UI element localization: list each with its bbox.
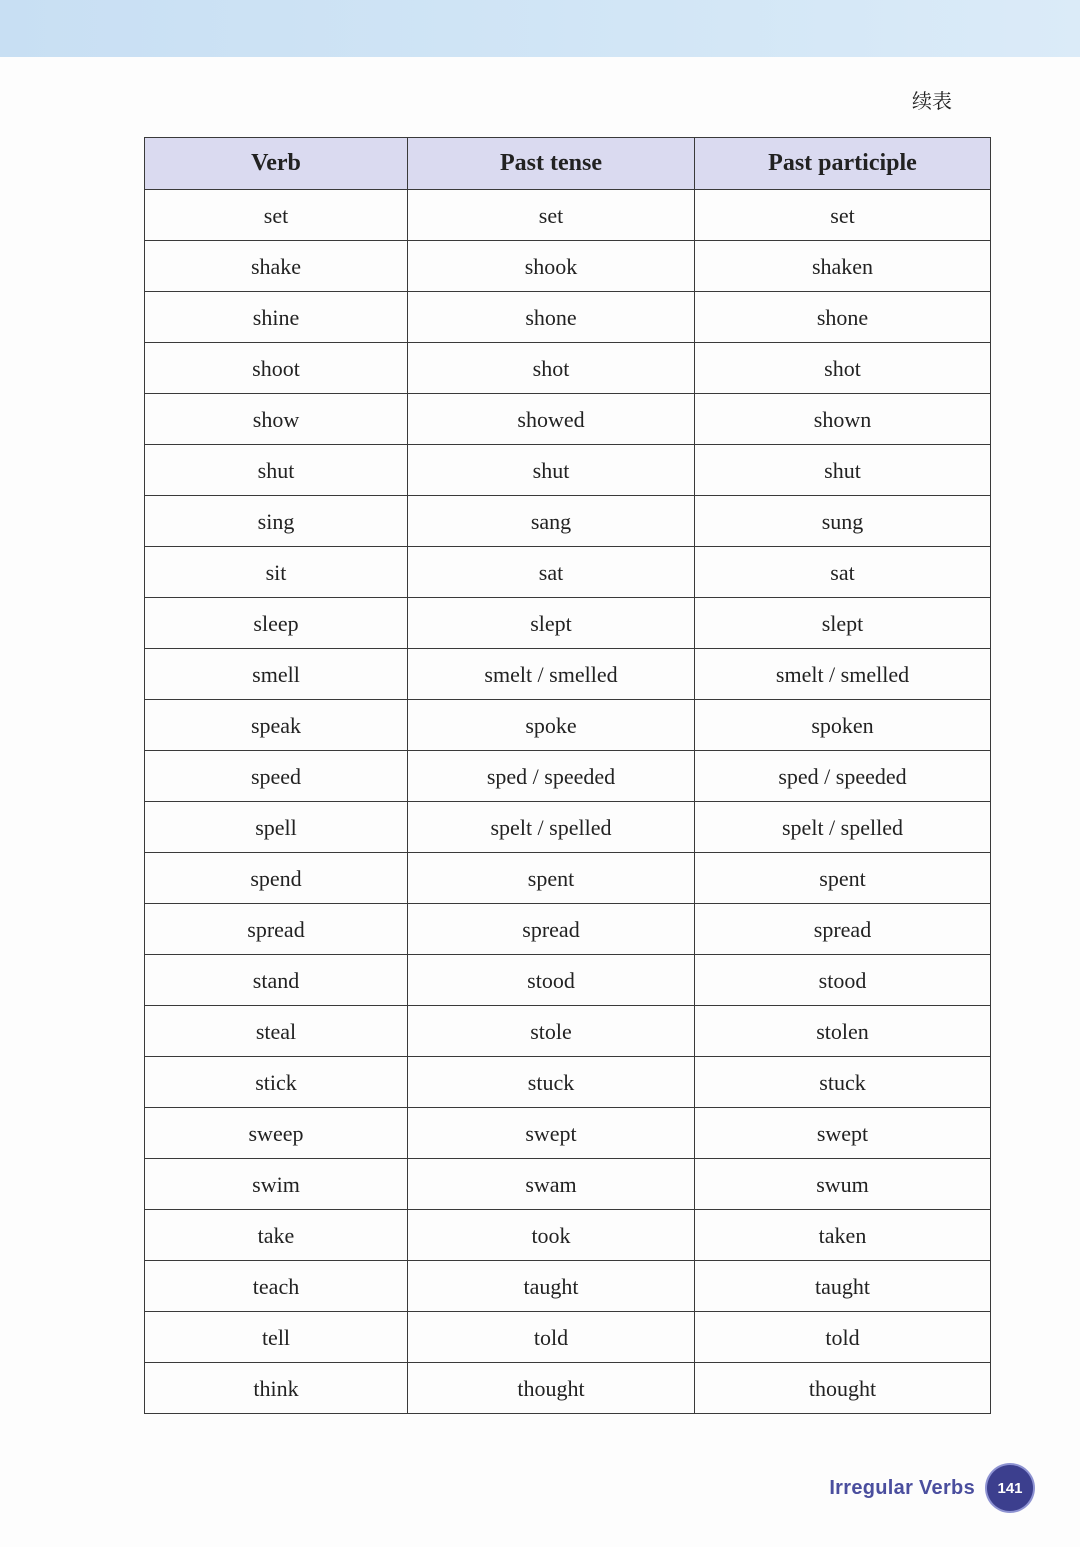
verb-cell: shine: [145, 292, 408, 343]
table-row: [145, 904, 991, 955]
verb-cell: shut: [145, 445, 408, 496]
table-row: [145, 802, 991, 853]
past-tense-cell: set: [408, 190, 695, 241]
table-row: [145, 445, 991, 496]
past-tense-cell: spelt / spelled: [408, 802, 695, 853]
verb-cell: take: [145, 1210, 408, 1261]
verb-cell: show: [145, 394, 408, 445]
verb-cell: sing: [145, 496, 408, 547]
verb-cell: think: [145, 1363, 408, 1414]
table-row: [145, 547, 991, 598]
verb-cell: stand: [145, 955, 408, 1006]
table-row: [145, 1261, 991, 1312]
past-participle-cell: taught: [695, 1261, 991, 1312]
verb-cell: set: [145, 190, 408, 241]
verb-cell: spend: [145, 853, 408, 904]
past-tense-cell: sat: [408, 547, 695, 598]
past-participle-cell: shot: [695, 343, 991, 394]
page-number-badge: [987, 1465, 1033, 1511]
past-participle-cell: taken: [695, 1210, 991, 1261]
past-participle-cell: swum: [695, 1159, 991, 1210]
table-row: [145, 1363, 991, 1414]
table-row: [145, 649, 991, 700]
past-participle-cell: swept: [695, 1108, 991, 1159]
table-row: [145, 1210, 991, 1261]
footer-section-title: Irregular Verbs: [829, 1477, 975, 1499]
past-tense-cell: shook: [408, 241, 695, 292]
table-row: [145, 343, 991, 394]
past-participle-cell: slept: [695, 598, 991, 649]
table-row: [145, 751, 991, 802]
verb-cell: shoot: [145, 343, 408, 394]
past-tense-cell: took: [408, 1210, 695, 1261]
table-row: [145, 1057, 991, 1108]
past-participle-cell: shaken: [695, 241, 991, 292]
past-tense-cell: stole: [408, 1006, 695, 1057]
past-participle-cell: shut: [695, 445, 991, 496]
verb-cell: sweep: [145, 1108, 408, 1159]
verb-cell: steal: [145, 1006, 408, 1057]
past-participle-cell: stuck: [695, 1057, 991, 1108]
table-row: [145, 292, 991, 343]
verb-cell: swim: [145, 1159, 408, 1210]
table-row: [145, 1159, 991, 1210]
past-participle-cell: stood: [695, 955, 991, 1006]
verb-cell: stick: [145, 1057, 408, 1108]
verb-cell: speed: [145, 751, 408, 802]
past-participle-cell: stolen: [695, 1006, 991, 1057]
continued-table-label: 续表: [912, 89, 952, 113]
past-tense-cell: swept: [408, 1108, 695, 1159]
table-row: [145, 598, 991, 649]
past-tense-cell: swam: [408, 1159, 695, 1210]
verb-cell: shake: [145, 241, 408, 292]
table-row: [145, 190, 991, 241]
table-row: [145, 700, 991, 751]
table-header-row: [145, 138, 991, 190]
past-tense-cell: spoke: [408, 700, 695, 751]
table-row: [145, 955, 991, 1006]
past-tense-cell: smelt / smelled: [408, 649, 695, 700]
past-participle-cell: spent: [695, 853, 991, 904]
past-participle-cell: spoken: [695, 700, 991, 751]
verb-cell: speak: [145, 700, 408, 751]
past-tense-cell: spread: [408, 904, 695, 955]
past-tense-cell: told: [408, 1312, 695, 1363]
verb-cell: tell: [145, 1312, 408, 1363]
past-participle-cell: smelt / smelled: [695, 649, 991, 700]
verb-cell: spread: [145, 904, 408, 955]
past-participle-cell: spelt / spelled: [695, 802, 991, 853]
verb-cell: teach: [145, 1261, 408, 1312]
past-tense-cell: sang: [408, 496, 695, 547]
table-row: [145, 1006, 991, 1057]
past-tense-cell: showed: [408, 394, 695, 445]
verb-cell: spell: [145, 802, 408, 853]
past-tense-cell: thought: [408, 1363, 695, 1414]
past-participle-cell: set: [695, 190, 991, 241]
past-participle-cell: thought: [695, 1363, 991, 1414]
past-participle-cell: sped / speeded: [695, 751, 991, 802]
header-past-tense: Past tense: [408, 138, 695, 190]
header-verb: Verb: [145, 138, 408, 190]
verb-cell: sit: [145, 547, 408, 598]
table-row: [145, 1108, 991, 1159]
past-participle-cell: shone: [695, 292, 991, 343]
table-row: [145, 1312, 991, 1363]
verb-cell: smell: [145, 649, 408, 700]
top-decorative-band: [0, 0, 1080, 57]
past-participle-cell: sung: [695, 496, 991, 547]
past-tense-cell: stood: [408, 955, 695, 1006]
past-tense-cell: slept: [408, 598, 695, 649]
header-past-participle: Past participle: [695, 138, 991, 190]
table-row: [145, 496, 991, 547]
past-tense-cell: shone: [408, 292, 695, 343]
past-tense-cell: stuck: [408, 1057, 695, 1108]
table-row: [145, 394, 991, 445]
past-participle-cell: spread: [695, 904, 991, 955]
past-participle-cell: told: [695, 1312, 991, 1363]
past-participle-cell: shown: [695, 394, 991, 445]
past-tense-cell: shut: [408, 445, 695, 496]
past-tense-cell: shot: [408, 343, 695, 394]
verb-cell: sleep: [145, 598, 408, 649]
past-participle-cell: sat: [695, 547, 991, 598]
past-tense-cell: taught: [408, 1261, 695, 1312]
past-tense-cell: spent: [408, 853, 695, 904]
past-tense-cell: sped / speeded: [408, 751, 695, 802]
page-number: 141: [997, 1479, 1023, 1497]
table-row: [145, 853, 991, 904]
table-row: [145, 241, 991, 292]
irregular-verbs-table: [144, 137, 991, 1414]
